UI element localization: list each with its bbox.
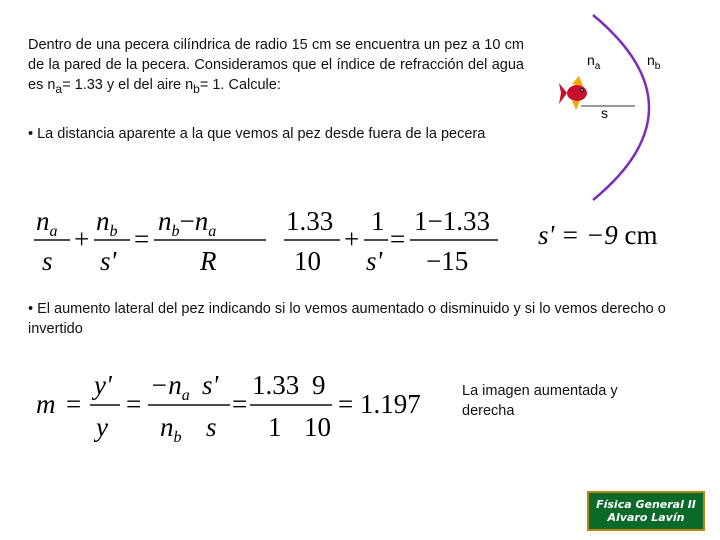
svg-text:1.197: 1.197 — [360, 389, 421, 419]
answer-note: La imagen aumentada y derecha — [462, 383, 618, 419]
svg-text:1.33: 1.33 — [286, 206, 334, 236]
svg-text:−na: $-n_a$ — [150, 370, 190, 404]
svg-text:y': y' — [94, 370, 112, 400]
svg-text:m: m — [36, 389, 56, 419]
svg-text:s: s — [42, 246, 53, 276]
svg-text:−15: −15 — [426, 246, 469, 276]
label-nb: $n_b$ — [647, 52, 661, 72]
svg-text:s' = −9 cm: s' = −9 cm — [538, 220, 658, 250]
course-logo — [587, 491, 705, 531]
svg-text:1: 1 — [268, 412, 282, 442]
problem-statement: Dentro de una pecera cilíndrica de radio 15 cm se encuentra un pez a 10 cm de la pared de la pecera. Consideramos que el índice de refracción del agua es $n_a= 1.33$ y el del aire $n_b= 1$. Calcule: — [28, 37, 524, 96]
svg-text:nb: $n_b$ — [96, 206, 118, 240]
svg-text:=: = — [232, 389, 248, 419]
question-1: • La distancia aparente a la que vemos al pez desde fuera de la pecera — [28, 126, 486, 142]
svg-text:s': s' — [100, 246, 117, 276]
label-na: $n_a$ — [587, 52, 601, 72]
svg-text:=: = — [126, 389, 142, 419]
label-s: s — [601, 105, 608, 121]
svg-text:R: R — [200, 246, 217, 276]
svg-text:y: y — [96, 412, 108, 442]
svg-text:9: 9 — [312, 370, 326, 400]
result-distance — [536, 216, 670, 252]
svg-text:10: 10 — [294, 246, 321, 276]
fish-tank-diagram — [555, 10, 685, 210]
svg-text:+: + — [74, 224, 90, 254]
svg-text:=: = — [338, 389, 354, 419]
question-2: • El aumento lateral del pez indicando si lo vemos aumentado o disminuido y si lo vemos derecho o invertido — [28, 301, 666, 337]
svg-text:1.33: 1.33 — [252, 370, 300, 400]
logo-line-1: Física General II — [596, 498, 696, 511]
svg-text:10: 10 — [304, 412, 331, 442]
svg-text:+: + — [344, 224, 360, 254]
svg-text:nb: $n_b$ — [160, 412, 182, 444]
svg-text:na: $n_a$ — [36, 206, 58, 240]
equation-2 — [34, 366, 434, 444]
logo-line-2: Alvaro Lavín — [607, 511, 685, 524]
svg-text:s': s' — [366, 246, 383, 276]
svg-text:=: = — [390, 224, 406, 254]
svg-text:=: = — [134, 224, 150, 254]
svg-text:1−1.33: 1−1.33 — [414, 206, 490, 236]
svg-text:1: 1 — [371, 206, 385, 236]
svg-text:=: = — [66, 389, 82, 419]
fish-icon — [559, 76, 587, 110]
svg-text:s': s' — [202, 370, 219, 400]
svg-text:s: s — [206, 412, 217, 442]
equation-1 — [30, 196, 500, 280]
svg-text:nb−na: $n_b-n_a$ — [158, 206, 217, 240]
